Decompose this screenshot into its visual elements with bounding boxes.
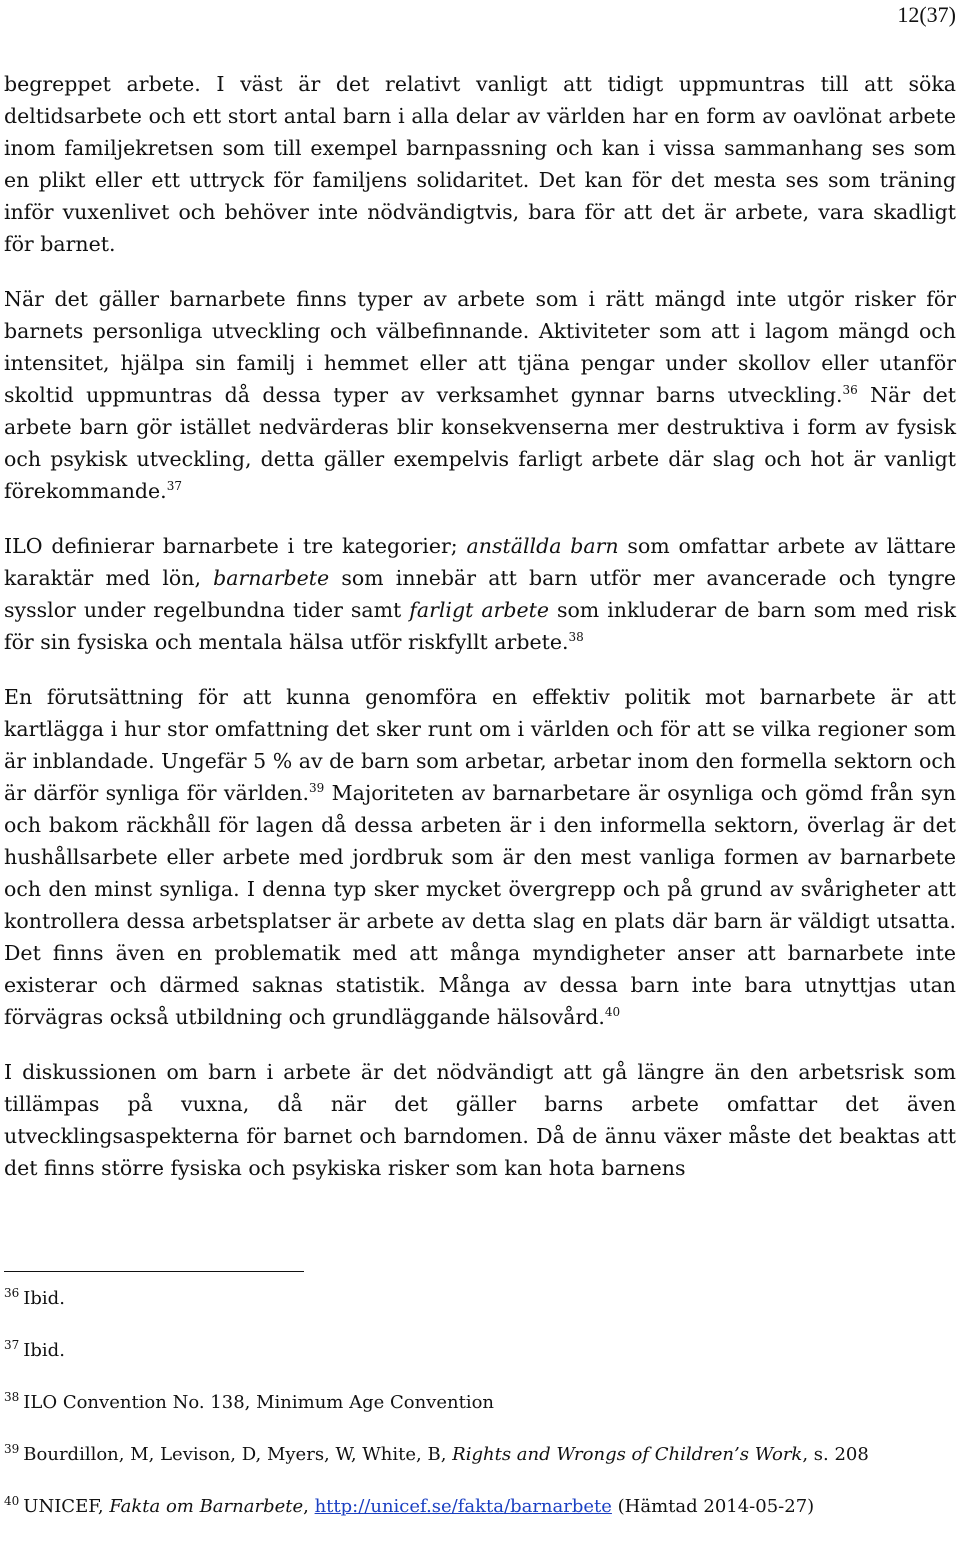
text-segment: När det arbete barn gör istället nedvärderas blir konsekvenserna mer destruktiva i form av fysisk och psykisk utveckling, detta gäller exempelvis farligt arbete där slag och hot är vanligt förekommande. [4,383,957,503]
footnote-title: Rights and Wrongs of Children’s Work [452,1444,803,1465]
footnote-number: 36 [4,1286,20,1300]
paragraph [4,283,956,507]
footnote-37 [4,1336,956,1366]
footnote-title: Fakta om Barnarbete [109,1496,304,1517]
footnote-text: Ibid. [23,1340,65,1361]
footnote-link[interactable]: http://unicef.se/fakta/barnarbete [314,1496,612,1517]
emphasized-term: farligt arbete [409,598,549,622]
footnote-36 [4,1284,956,1314]
page-number: 12(37) [897,2,956,27]
footnote-divider [4,1271,304,1272]
footnote-text: UNICEF, [23,1496,110,1517]
footnote-number: 40 [4,1494,20,1508]
emphasized-term: barnarbete [213,566,330,590]
footnotes [4,1284,956,1544]
text-segment: som omfattar arbete av lättare karaktär med lön, [4,534,956,590]
paragraph [4,68,956,260]
footnote-text: Ibid. [23,1288,65,1309]
footnote-number: 38 [4,1390,20,1404]
text-segment: som inkluderar de barn som med risk för sin fysiska och mentala hälsa utför riskfyllt arbete. [4,598,957,654]
footnote-text: (Hämtad 2014-05-27) [611,1496,815,1517]
footnote-reference: 39 [309,781,325,796]
footnote-text: , s. 208 [802,1444,869,1465]
text-segment: begreppet arbete. I väst är det relativt vanligt att tidigt uppmuntras till att söka deltidsarbete och ett stort antal barn i alla delar av världen har en form av oavlönat arbete inom familjekretsen som till exempel barnpassning och kan i vissa sammanhang ses som en plikt eller ett uttryck för familjens solidaritet. Det kan för det mesta ses som träning inför vuxenlivet och behöver inte nödvändigtvis, bara för att det är arbete, vara skadligt för barnet. [4,72,956,256]
text-segment: I diskussionen om barn i arbete är det nödvändigt att gå längre än den arbetsrisk som tillämpas på vuxna, då när det gäller barns arbete omfattar det även utvecklingsaspekterna för barnet och barndomen. Då de ännu växer måste det beaktas att det finns större fysiska och psykiska risker som kan hota barnens [4,1060,956,1180]
text-segment: En förutsättning för att kunna genomföra en effektiv politik mot barnarbete är att kartlägga i hur stor omfattning det sker runt om i världen och för att se vilka regioner som är inblandade. Ungefär 5 % av de barn som arbetar, arbetar inom den formella sektorn och är därför synliga för världen. [4,685,956,805]
footnote-38 [4,1388,956,1418]
paragraph [4,1056,956,1184]
paragraph [4,681,956,1033]
footnote-reference: 37 [166,479,182,494]
emphasized-term: anställda barn [466,534,619,558]
text-segment: När det gäller barnarbete finns typer av arbete som i rätt mängd inte utgör risker för barnets personliga utveckling och välbefinnande. Aktiviteter som att i lagom mängd och intensitet, hjälpa sin familj i hemmet eller att tjäna pengar under skollov eller utanför skoltid uppmuntras då dessa typer av verksamhet gynnar barns utveckling. [4,287,956,407]
text-segment: Majoriteten av barnarbetare är osynliga och gömd från syn och bakom räckhåll för lagen då dessa arbeten är i den informella sektorn, överlag är det hushållsarbete eller arbete med jordbruk som är den mest vanliga formen av barnarbete och den minst synliga. I denna typ sker mycket övergrepp och på grund av svårigheter att kontrollera dessa arbetsplatser är arbete av detta slag en plats där barn är väldigt utsatta. Det finns även en problematik med att många myndigheter anser att barnarbete inte existerar och därmed saknas statistik. Många av dessa barn inte bara utnyttjas utan förvägras också utbildning och grundläggande hälsovård. [4,781,957,1029]
footnote-number: 37 [4,1338,20,1352]
footnote-40 [4,1492,956,1522]
paragraph [4,530,956,658]
text-segment: som innebär att barn utför mer avancerade och tyngre sysslor under regelbundna tider samt [4,566,956,622]
footnote-reference: 40 [604,1005,621,1020]
footnote-text: ILO Convention No. 138, Minimum Age Convention [23,1392,495,1413]
body-text [4,68,956,1207]
footnote-reference: 38 [568,630,584,645]
text-segment: ILO definierar barnarbete i tre kategorier; [4,534,467,558]
footnote-39 [4,1440,956,1470]
footnote-text: , [303,1496,315,1517]
footnote-reference: 36 [842,383,858,398]
footnote-number: 39 [4,1442,20,1456]
footnote-text: Bourdillon, M, Levison, D, Myers, W, White, B, [23,1444,453,1465]
